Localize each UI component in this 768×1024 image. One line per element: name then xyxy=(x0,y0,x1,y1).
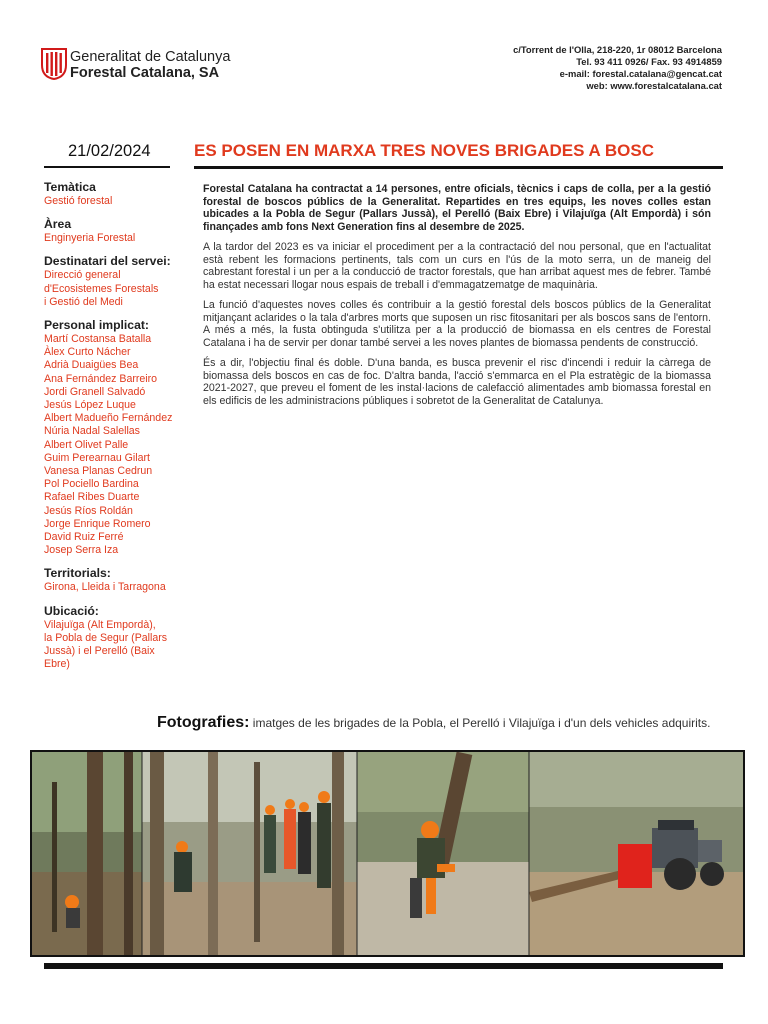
article-paragraph: La funció d'aquestes noves colles és contribuir a la gestió forestal dels boscos públics de la Generalitat mitjançant aclarides o la tala d'arbres morts que suposen un risc fitosanitari per als boscos sans de l'entorn. A més a més, la fusta obtinguda s'utilitza per a la producció de biomassa en els centres de Forestal Catalana i ha de servir per donar també servei a les noves plantes de biomassa pendents de construcció. xyxy=(203,299,711,349)
destinatari-line: i Gestió del Medi xyxy=(44,295,123,308)
personal-item: Ana Fernández Barreiro xyxy=(44,372,158,385)
generalitat-emblem-icon xyxy=(40,47,68,80)
destinatari-block xyxy=(44,254,190,309)
article-paragraph: És a dir, l'objectiu final és doble. D'una banda, es busca prevenir el risc d'incendi i reduir la càrrega de biomassa dels boscos en cas de foc. D'altra banda, l'acció s'emmarca en el Pla estratègic de la biomassa 2021-2027, que preveu el foment de les instal·lacions de calefacció alimentades amb biomassa forestal en els edificis de les administracions públiques i sobretot de la Generalitat de Catalunya. xyxy=(203,357,711,407)
ubicacio-label: Ubicació: xyxy=(44,603,99,618)
article-paragraph: A la tardor del 2023 es va iniciar el procediment per a la contractació del nou personal, que en l'actualitat està rebent les formacions pertinents, tals com un curs en l'ús de la moto serra, un de maneig del cabrestant forestal i un per a la conducció de tractor forestals, que han arribat aquest mes de febrer. També ha estat necessari llogar nous espais de treball i d'emmagatzematge de maquinària. xyxy=(203,241,711,291)
photo-brigade-pobla xyxy=(32,752,142,955)
destinatari-line: d'Ecosistemes Forestals xyxy=(44,282,159,295)
personal-item: Jesús López Luque xyxy=(44,399,136,412)
personal-list xyxy=(44,333,190,557)
personal-item: Guim Perearnau Gilart xyxy=(44,451,150,464)
contact-phone: Tel. 93 411 0926/ Fax. 93 4914859 xyxy=(576,56,722,67)
ubicacio-line: Ebre) xyxy=(44,658,70,671)
personal-item: Adrià Duaigües Bea xyxy=(44,359,139,372)
personal-item: Josep Serra Iza xyxy=(44,544,119,557)
personal-block xyxy=(44,318,190,557)
footer-divider xyxy=(44,963,723,969)
tematica-label: Temàtica xyxy=(44,180,96,194)
contact-email: e-mail: forestal.catalana@gencat.cat xyxy=(559,68,722,79)
metadata-sidebar xyxy=(44,180,190,680)
personal-item: Albert Madueño Fernández xyxy=(44,412,173,425)
ubicacio-block xyxy=(44,604,190,672)
area-value: Enginyeria Forestal xyxy=(44,232,136,245)
date-divider xyxy=(44,166,170,168)
tematica-value: Gestió forestal xyxy=(44,195,113,207)
ubicacio-line: Jussà) i el Perelló (Baix xyxy=(44,645,155,658)
photo-caption xyxy=(157,714,710,732)
org-name-line1: Generalitat de Catalunya xyxy=(70,49,231,65)
territorials-value: Girona, Lleida i Tarragona xyxy=(44,581,166,594)
photo-collage xyxy=(32,752,743,955)
personal-item: Àlex Curto Nácher xyxy=(44,346,131,359)
ubicacio-line: la Pobla de Segur (Pallars xyxy=(44,631,168,644)
destinatari-label: Destinatari del servei: xyxy=(44,254,171,269)
org-name-line2: Forestal Catalana, SA xyxy=(70,65,220,81)
contact-block xyxy=(513,44,722,92)
personal-item: Vanesa Planas Cedrun xyxy=(44,465,153,478)
photo-strip xyxy=(30,750,745,957)
personal-item: Jordi Granell Salvadó xyxy=(44,385,146,398)
photo-caption-heading: Fotografies: xyxy=(157,714,250,731)
personal-label: Personal implicat: xyxy=(44,318,149,333)
photo-brigade-vilajuiga xyxy=(357,752,529,955)
generalitat-logo xyxy=(40,47,240,83)
territorials-block xyxy=(44,566,190,594)
personal-item: Núria Nadal Salellas xyxy=(44,425,140,438)
tematica-block xyxy=(44,180,190,208)
personal-item: Jesús Ríos Roldán xyxy=(44,504,133,517)
headline: ES POSEN EN MARXA TRES NOVES BRIGADES A BOSC xyxy=(194,141,655,160)
destinatari-line: Direcció general xyxy=(44,269,121,282)
photo-forestry-tractor xyxy=(529,752,743,955)
personal-item: Albert Olivet Palle xyxy=(44,438,129,451)
personal-item: Jorge Enrique Romero xyxy=(44,517,151,530)
ubicacio-line: Vilajuïga (Alt Empordà), xyxy=(44,618,156,631)
headline-divider xyxy=(194,166,723,169)
article-body xyxy=(203,183,711,415)
area-label: Àrea xyxy=(44,217,72,232)
personal-item: Rafael Ribes Duarte xyxy=(44,491,140,504)
territorials-label: Territorials: xyxy=(44,566,111,581)
personal-item: Martí Costansa Batalla xyxy=(44,333,152,346)
contact-address: c/Torrent de l'Olla, 218-220, 1r 08012 Barcelona xyxy=(513,44,722,55)
area-block xyxy=(44,217,190,245)
personal-item: David Ruiz Ferré xyxy=(44,531,124,544)
publication-date: 21/02/2024 xyxy=(68,142,151,160)
photo-brigade-perello xyxy=(142,752,357,955)
article-lead: Forestal Catalana ha contractat a 14 persones, entre oficials, tècnics i caps de colla, per a la gestió forestal de boscos públics de la Generalitat. Repartides en tres equips, les noves colles estan ubicades a la Pobla de Segur (Pallars Jussà), el Perelló (Baix Ebre) i Vilajuïga (Alt Empordà) i són finançades amb fons Next Generation fins al desembre de 2025. xyxy=(203,183,711,233)
contact-web: web: www.forestalcatalana.cat xyxy=(586,80,722,91)
photo-caption-text: imatges de les brigades de la Pobla, el Perelló i Vilajuïga i d'un dels vehicles adquirits. xyxy=(249,716,711,730)
personal-item: Pol Pociello Bardina xyxy=(44,478,139,491)
